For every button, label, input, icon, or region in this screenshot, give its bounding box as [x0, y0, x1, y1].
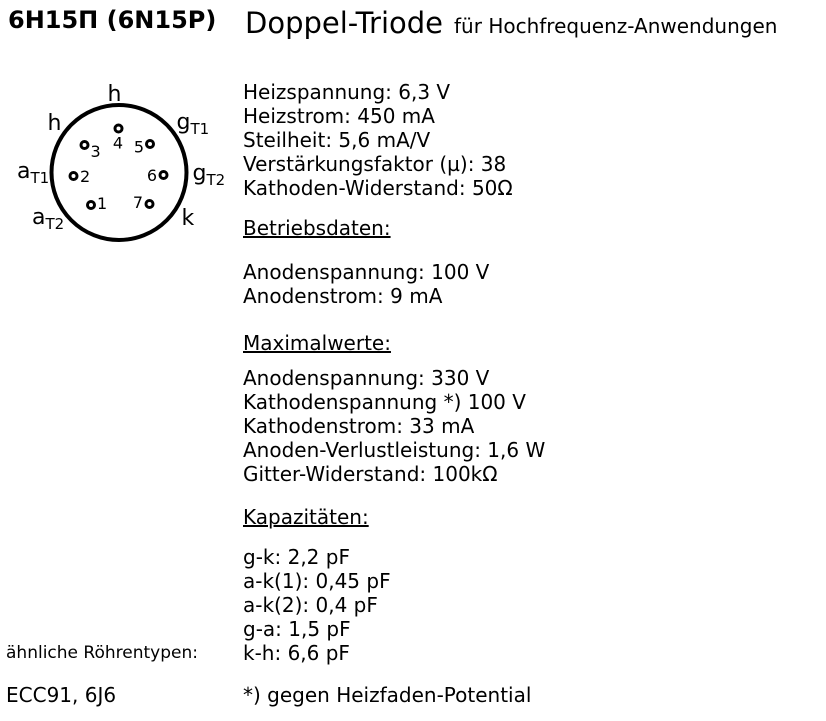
footnote: *) gegen Heizfaden-Potential — [243, 683, 532, 707]
pin-7-hole — [146, 201, 153, 208]
kapazitaeten-heading: Kapazitäten: — [243, 505, 369, 529]
general-specs — [243, 80, 513, 200]
spec-line-heizspannung: Heizspannung: 6,3 V — [243, 80, 451, 104]
max-anodenspannung: Anodenspannung: 330 V — [243, 366, 490, 390]
pin-4-hole — [115, 125, 122, 132]
pin-7 — [133, 193, 153, 212]
cap-k-h: k-h: 6,6 pF — [243, 641, 350, 665]
pin-4-number: 4 — [112, 133, 124, 153]
pin-3-hole — [81, 142, 88, 149]
pin-1-number: 1 — [97, 194, 108, 213]
grid-t1-sub: T1 — [190, 120, 210, 138]
pin-5-hole — [147, 141, 154, 148]
grid-t1-label — [177, 110, 210, 138]
pin-2-number: 2 — [80, 167, 91, 186]
anode-t2-main: a — [32, 205, 46, 230]
pin-1 — [88, 194, 108, 213]
max-kathodenstrom: Kathodenstrom: 33 mA — [243, 414, 475, 438]
pin-3-number: 3 — [90, 142, 101, 161]
heater-left-label-text: h — [47, 111, 62, 136]
pin-6-hole — [160, 172, 167, 179]
pin-5 — [134, 138, 154, 157]
betriebsdaten-heading: Betriebsdaten: — [243, 216, 391, 240]
tube-designation: 6Н15П (6N15P) — [8, 6, 217, 34]
betriebsdaten-list — [243, 260, 489, 308]
grid-t1-main: g — [176, 110, 191, 135]
pin-4 — [113, 125, 123, 153]
pin-5-number: 5 — [133, 137, 144, 157]
grid-t2-sub: T2 — [206, 171, 226, 189]
pin-2 — [70, 167, 90, 186]
maximalwerte-list — [243, 366, 545, 486]
pin-6-number: 6 — [146, 166, 157, 185]
cap-a-k2: a-k(2): 0,4 pF — [243, 593, 378, 617]
anode-t1-sub: T1 — [30, 169, 50, 187]
cathode-label — [182, 206, 195, 231]
cap-a-k1: a-k(1): 0,45 pF — [243, 569, 391, 593]
maximalwerte-heading: Maximalwerte: — [243, 331, 391, 355]
cathode-label-text: k — [181, 206, 195, 231]
heater-top-label-text: h — [107, 82, 122, 107]
spec-line-heizstrom: Heizstrom: 450 mA — [243, 104, 435, 128]
pin-1-hole — [88, 202, 95, 209]
heater-top-label — [108, 82, 122, 107]
cap-g-a: g-a: 1,5 pF — [243, 617, 351, 641]
anode-t1-main: a — [17, 159, 31, 184]
cap-g-k: g-k: 2,2 pF — [243, 545, 350, 569]
max-anoden-verlustleistung: Anoden-Verlustleistung: 1,6 W — [243, 438, 546, 462]
pin-6 — [147, 166, 167, 185]
title-row — [245, 4, 777, 42]
spec-line-kathoden-widerstand: Kathoden-Widerstand: 50Ω — [243, 176, 513, 200]
pin-7-number: 7 — [132, 193, 143, 212]
betriebsdaten-anodenspannung: Anodenspannung: 100 V — [243, 260, 490, 284]
tube-socket-diagram — [0, 75, 240, 255]
kapazitaeten-list — [243, 545, 391, 665]
anode-t2-sub: T2 — [45, 215, 65, 233]
grid-t2-label — [193, 161, 226, 189]
spec-line-steilheit: Steilheit: 5,6 mA/V — [243, 128, 431, 152]
page-subtitle: für Hochfrequenz-Anwendungen — [454, 14, 778, 38]
grid-t2-main: g — [192, 161, 207, 186]
similar-tubes-label: ähnliche Röhrentypen: — [6, 643, 198, 663]
similar-tubes-value: ECC91, 6J6 — [6, 683, 117, 707]
pin-3 — [81, 142, 101, 162]
heater-left-label — [48, 111, 62, 136]
page-title: Doppel-Triode — [245, 6, 444, 40]
betriebsdaten-anodenstrom: Anodenstrom: 9 mA — [243, 284, 443, 308]
max-gitter-widerstand: Gitter-Widerstand: 100kΩ — [243, 462, 498, 486]
spec-line-verstaerkungsfaktor: Verstärkungsfaktor (µ): 38 — [243, 152, 507, 176]
pin-2-hole — [70, 173, 77, 180]
max-kathodenspannung: Kathodenspannung *) 100 V — [243, 390, 526, 414]
anode-t2-label — [32, 205, 64, 233]
anode-t1-label — [17, 159, 49, 187]
